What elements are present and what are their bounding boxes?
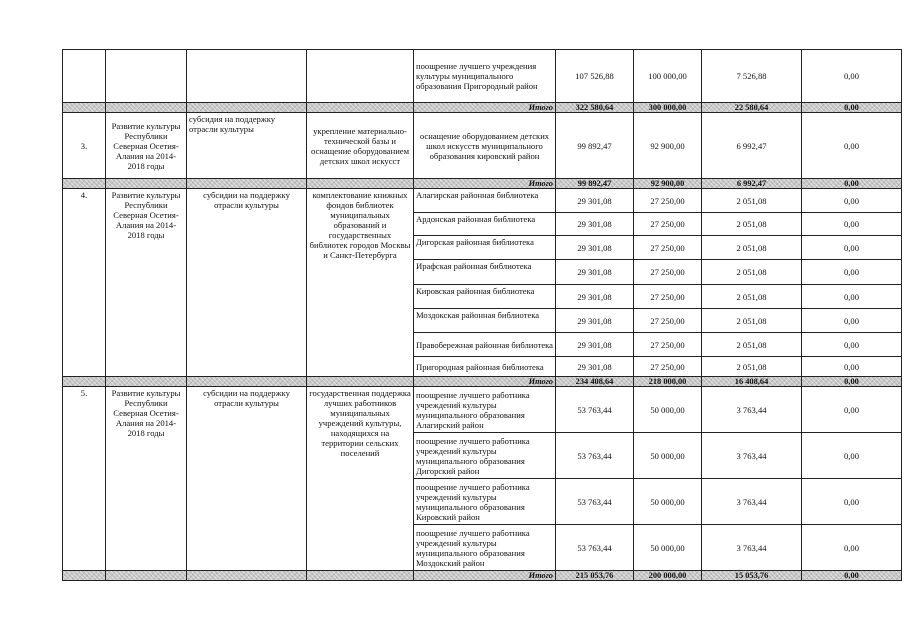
local-amount: 0,00 [802, 333, 902, 357]
recipient-name: Правобережная районная библиотека [414, 333, 556, 357]
republic-amount: 2 051,08 [702, 236, 802, 260]
local-amount: 0,00 [802, 213, 902, 236]
num-cell [63, 50, 106, 103]
federal-amount: 50 000,00 [634, 479, 702, 525]
republic-amount: 3 763,44 [702, 479, 802, 525]
federal-amount: 50 000,00 [634, 387, 702, 433]
itogo-federal: 200 000,00 [634, 571, 702, 581]
republic-amount: 3 763,44 [702, 433, 802, 479]
itogo-republic: 22 580,64 [702, 103, 802, 113]
total-amount: 53 763,44 [556, 525, 634, 571]
itogo-row [63, 103, 902, 113]
local-amount: 0,00 [802, 113, 902, 179]
row-number: 3. [63, 113, 106, 179]
local-amount: 0,00 [802, 236, 902, 260]
program-name: Развитие культуры Республики Северная Осетия-Алания на 2014-2018 годы [106, 189, 187, 377]
republic-amount: 2 051,08 [702, 260, 802, 285]
recipient-name: Ардонская районная библиотека [414, 213, 556, 236]
republic-amount: 3 763,44 [702, 387, 802, 433]
local-amount: 0,00 [802, 309, 902, 333]
republic-amount: 2 051,08 [702, 309, 802, 333]
itogo-total: 215 053,76 [556, 571, 634, 581]
republic-amount: 6 992,47 [702, 113, 802, 179]
itogo-republic: 15 053,76 [702, 571, 802, 581]
federal-amount: 27 250,00 [634, 285, 702, 309]
table-row [63, 113, 902, 179]
program-name: Развитие культуры Республики Северная Осетия-Алания на 2014-2018 годы [106, 387, 187, 571]
recipient-name: поощрение лучшего работника учреждений культуры муниципального образования Моздокский район [414, 525, 556, 571]
table-row [63, 387, 902, 433]
recipient-name: Ирафская районная библиотека [414, 260, 556, 285]
local-amount: 0,00 [802, 260, 902, 285]
recipient-name: оснащение оборудованием детских школ искусств муниципального образования кировский район [414, 113, 556, 179]
table-row [63, 50, 902, 103]
local-amount: 0,00 [802, 189, 902, 213]
local-amount: 0,00 [802, 285, 902, 309]
total-amount: 29 301,08 [556, 357, 634, 377]
total-amount: 53 763,44 [556, 479, 634, 525]
federal-amount: 27 250,00 [634, 333, 702, 357]
recipient-name: Моздокская районная библиотека [414, 309, 556, 333]
recipient-name: поощрение лучшего учреждения культуры муниципального образования Пригородный район [414, 50, 556, 103]
recipient-name: поощрение лучшего работника учреждений культуры муниципального образования Кировский район [414, 479, 556, 525]
itogo-label: Итого [414, 179, 556, 189]
total-amount: 29 301,08 [556, 285, 634, 309]
itogo-total: 322 580,64 [556, 103, 634, 113]
federal-amount: 92 900,00 [634, 113, 702, 179]
federal-amount: 27 250,00 [634, 189, 702, 213]
subsidy-purpose: комплектование книжных фондов библиотек муниципальных образований и государственных библиотек городов Москвы и Санкт-Петербурга [307, 189, 414, 377]
federal-amount: 50 000,00 [634, 525, 702, 571]
itogo-local: 0,00 [802, 377, 902, 387]
itogo-federal: 218 000,00 [634, 377, 702, 387]
itogo-row [63, 377, 902, 387]
row-number: 4. [63, 189, 106, 377]
program-name: Развитие культуры Республики Северная Осетия-Алания на 2014-2018 годы [106, 113, 187, 179]
local-amount: 0,00 [802, 479, 902, 525]
recipient-name: Пригородная районная библиотека [414, 357, 556, 377]
total-amount: 107 526,88 [556, 50, 634, 103]
row-number: 5. [63, 387, 106, 571]
local-amount: 0,00 [802, 50, 902, 103]
total-amount: 29 301,08 [556, 333, 634, 357]
federal-amount: 50 000,00 [634, 433, 702, 479]
federal-amount: 27 250,00 [634, 213, 702, 236]
republic-amount: 2 051,08 [702, 357, 802, 377]
itogo-local: 0,00 [802, 179, 902, 189]
subsidy-type: субсидии на поддержку отрасли культуры [187, 387, 307, 571]
federal-amount: 27 250,00 [634, 260, 702, 285]
total-amount: 29 301,08 [556, 260, 634, 285]
local-amount: 0,00 [802, 357, 902, 377]
itogo-local: 0,00 [802, 103, 902, 113]
federal-amount: 27 250,00 [634, 309, 702, 333]
subsidy-type: субсидии на поддержку отрасли культуры [187, 189, 307, 377]
federal-amount: 27 250,00 [634, 357, 702, 377]
program-cell [106, 50, 187, 103]
recipient-name: Дигорская районная библиотека [414, 236, 556, 260]
itogo-republic: 6 992,47 [702, 179, 802, 189]
federal-amount: 100 000,00 [634, 50, 702, 103]
local-amount: 0,00 [802, 525, 902, 571]
itogo-label: Итого [414, 103, 556, 113]
local-amount: 0,00 [802, 387, 902, 433]
total-amount: 99 892,47 [556, 113, 634, 179]
federal-amount: 27 250,00 [634, 236, 702, 260]
republic-amount: 3 763,44 [702, 525, 802, 571]
itogo-republic: 16 408,64 [702, 377, 802, 387]
recipient-name: поощрение лучшего работника учреждений культуры муниципального образования Алагирский район [414, 387, 556, 433]
itogo-label: Итого [414, 377, 556, 387]
republic-amount: 7 526,88 [702, 50, 802, 103]
itogo-row [63, 179, 902, 189]
table-row [63, 189, 902, 213]
total-amount: 29 301,08 [556, 309, 634, 333]
itogo-federal: 300 000,00 [634, 103, 702, 113]
republic-amount: 2 051,08 [702, 213, 802, 236]
republic-amount: 2 051,08 [702, 285, 802, 309]
local-amount: 0,00 [802, 433, 902, 479]
itogo-federal: 92 900,00 [634, 179, 702, 189]
total-amount: 53 763,44 [556, 387, 634, 433]
itogo-row [63, 571, 902, 581]
republic-amount: 2 051,08 [702, 333, 802, 357]
subsidy-table [62, 49, 902, 581]
subsidy-type: субсидия на поддержку отрасли культуры [187, 113, 307, 179]
total-amount: 29 301,08 [556, 189, 634, 213]
recipient-name: Алагирская районная библиотека [414, 189, 556, 213]
subsidy-purpose: государственная поддержка лучших работников муниципальных учреждений культуры, находящихся на территории сельских поселений [307, 387, 414, 571]
total-amount: 29 301,08 [556, 213, 634, 236]
itogo-label: Итого [414, 571, 556, 581]
itogo-local: 0,00 [802, 571, 902, 581]
itogo-total: 234 408,64 [556, 377, 634, 387]
subsidy-cell [187, 50, 307, 103]
total-amount: 53 763,44 [556, 433, 634, 479]
recipient-name: Кировская районная библиотека [414, 285, 556, 309]
total-amount: 29 301,08 [556, 236, 634, 260]
recipient-name: поощрение лучшего работника учреждений культуры муниципального образования Дигорский район [414, 433, 556, 479]
republic-amount: 2 051,08 [702, 189, 802, 213]
subsidy-purpose: укрепление материально-технической базы и оснащение оборудованием детских школ искусст [307, 113, 414, 179]
itogo-total: 99 892,47 [556, 179, 634, 189]
subsidy-table-page [62, 49, 902, 581]
purpose-cell [307, 50, 414, 103]
